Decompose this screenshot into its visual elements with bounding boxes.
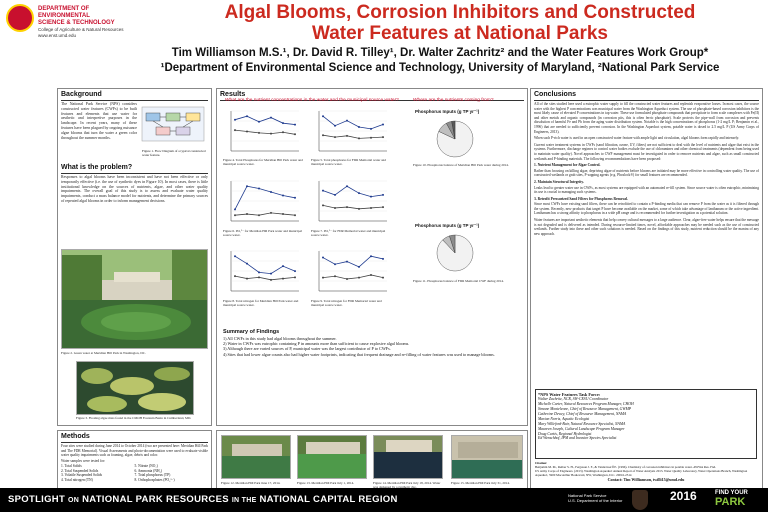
fig14-image: [374, 436, 443, 479]
data-point: [382, 258, 384, 260]
data-point: [358, 192, 360, 194]
summary-item: 1) All CWFs in this study had algal blooms throughout the summer.: [223, 336, 337, 341]
fig13-photo: [297, 435, 367, 479]
params-right: [135, 464, 209, 482]
data-point: [358, 277, 360, 279]
fig14-caption: Figure 14. Meridian Hill Park July 18, 2014. Water: [373, 481, 441, 485]
summary-block: [223, 329, 523, 357]
data-point: [294, 124, 296, 126]
data-point: [234, 208, 236, 210]
data-point: [234, 214, 236, 216]
contact-line: Contact: Tim Williamson, twilli15@umd.edu: [607, 477, 685, 482]
fig14-photo: [373, 435, 443, 479]
rec3-heading: 3. Retrofit Pressurized Sand Filters for Phosphorus Removal.: [534, 196, 628, 201]
data-point: [322, 190, 324, 192]
umd-line-1: DEPARTMENT OF: [38, 6, 90, 12]
data-point: [246, 263, 248, 265]
results-column: [216, 88, 528, 426]
chart-bg: [311, 107, 391, 157]
data-point: [258, 132, 260, 134]
data-point: [334, 207, 336, 209]
fig1-caption: Figure 1. Flow Diagram of a typical constructed water feature.: [142, 149, 206, 157]
data-point: [382, 194, 384, 196]
fig8-chart: [223, 247, 303, 297]
data-point: [322, 204, 324, 206]
algae-mats-image: [77, 362, 194, 415]
find-your-text: FIND YOUR: [715, 490, 748, 496]
nps-line-1: National Park Service: [568, 493, 607, 498]
park-text: PARK: [715, 496, 746, 508]
data-point: [282, 213, 284, 215]
data-point: [258, 121, 260, 123]
data-point: [370, 196, 372, 198]
fig3-photo: [76, 361, 194, 415]
umd-seal-icon: [6, 4, 34, 32]
background-text: The National Park Service (NPS) considers constructed water features (CWFs) to be built features and elements that use water for aesthetic and interpretive purposes in the landscape. In recent years, many of these features have been plagued by ongoing nuisance algae blooms that turn the water a green color throughout the summer months.: [61, 102, 137, 140]
nps-name: [568, 493, 622, 503]
umd-department-text: [38, 6, 124, 39]
umd-subline: College of Agriculture & Natural Resources: [38, 27, 124, 32]
umd-url: www.enst.umd.edu: [38, 33, 77, 38]
fig4-caption: Figure 4. Total Phosphorus for Meridian Hill Park water and municipal source water.: [223, 158, 303, 167]
citation-line: Benjamin M. M., Reiber S. H., Ferguson J. F., & Vanderwerff E. (1996). Chemistry of corrosion inhibitors in potable water. AWWA Res. Fnd.: [535, 465, 716, 469]
data-point: [294, 214, 296, 216]
data-point: [258, 271, 260, 273]
fig9-svg: [311, 247, 391, 297]
workgroup-heading: *NPS Water Features Task Force:: [538, 392, 601, 397]
data-point: [334, 194, 336, 196]
data-point: [370, 255, 372, 257]
fig11-caption: Figure 11. Phosphorus balance of FDR Memorial CWF during 2014.: [413, 279, 504, 283]
data-point: [246, 278, 248, 280]
data-point: [234, 129, 236, 131]
conclusions-heading: Conclusions: [534, 91, 577, 98]
methods-heading: Methods: [61, 433, 90, 440]
data-point: [358, 126, 360, 128]
rec2-heading: 2. Maintain Structural Integrity.: [534, 179, 584, 184]
umd-logo: [6, 4, 146, 38]
pie1-title: Phosphorus Inputs (g TP yr⁻¹): [415, 109, 480, 114]
data-point: [382, 277, 384, 279]
data-point: [270, 117, 272, 119]
results-question-1: What are the nutrient concentrations in the water and the municipal source water?: [225, 98, 399, 103]
conclusions-p2: When such P-rich water is used in an open constructed water feature with ample light and circulation, algal blooms form rapidly and intensely.: [534, 136, 740, 141]
fig6-svg: [223, 177, 303, 227]
fig8-svg: [223, 247, 303, 297]
params-left: [61, 464, 135, 482]
affiliations: ¹Department of Environmental Science and Technology, University of Maryland, ²National Park Service: [160, 62, 720, 74]
left-column: [57, 88, 212, 426]
fig4-svg: [223, 107, 303, 157]
fig10-svg: [417, 117, 493, 161]
data-point: [246, 115, 248, 117]
data-point: [382, 206, 384, 208]
data-point: [346, 120, 348, 122]
data-point: [258, 276, 260, 278]
data-point: [234, 255, 236, 257]
footer-title: [8, 494, 398, 505]
data-point: [358, 208, 360, 210]
conclusions-p4: Water features are important aesthetic elements that help convey cultural messages to a large audience. Clear, algae-free water helps ensure that the message is not degraded and is delivered as intended. During resource-limited times, novel, affordable approaches may be needed such as the use of constructed wetlands. Further study into these and other such solutions is needed. Based on the findings of this study, nutrient reduction should be the mantra of any new approach.: [534, 218, 759, 236]
param-item: 7. Total phosphorus (TP): [134, 473, 171, 478]
param-item: 3. Volatile Suspended Solids: [61, 473, 102, 478]
umd-line-3: SCIENCE & TECHNOLOGY: [38, 20, 115, 26]
data-point: [370, 274, 372, 276]
data-point: [346, 278, 348, 280]
data-point: [270, 212, 272, 214]
fig2-photo: [61, 249, 208, 349]
data-point: [246, 131, 248, 133]
footer-npr: NATIONAL PARK RESOURCES: [82, 494, 229, 505]
footer-banner: [0, 488, 768, 512]
fig6-chart: [223, 177, 303, 227]
param-item: 8. Orthophosphates (PO₄³⁻): [134, 477, 175, 482]
fig12-photo: [221, 435, 291, 479]
citation-block: [535, 461, 757, 482]
data-point: [258, 214, 260, 216]
fig13-caption: Figure 13. Meridian Hill Park July 1, 2014.: [297, 481, 355, 485]
workgroup-member: Maureen Joseph, Cultural Landscape Program Manager: [538, 426, 625, 431]
centennial-year: 2016: [670, 489, 697, 503]
data-point: [358, 137, 360, 139]
fig11-svg: [417, 231, 493, 275]
data-point: [294, 197, 296, 199]
poster-title: [160, 2, 760, 44]
fig10-caption: Figure 10. Phosphorus balance of Meridian Hill Park water during 2014.: [413, 163, 509, 167]
data-point: [282, 278, 284, 280]
workgroup-member: Ed Wenschhof, IPM and Invasive Species Specialist: [538, 436, 617, 441]
data-point: [246, 213, 248, 215]
workgroup-member: Doug Curtis, Regional Hydrologist: [538, 431, 592, 436]
param-item: 2. Total Suspended Solids: [61, 468, 99, 473]
fig7-chart: [311, 177, 391, 227]
fig3-caption: Figure 3. Floating algae mats found in the CMOH Fountain Basin in Cumberland, MD.: [76, 416, 192, 420]
citation-line: US Army Corps of Engineers. (2013). Washington Aqueduct Annual Report of Water Analysis 2013. Water Quality Laboratory, Water Operations Branch, Washington Aqueduct, 5900 MacArthur Boulevard, NW, Washington, D.C. 20016-2514: [535, 469, 748, 477]
methods-text: Four sites were studied during June 2014 to October 2014 (two are presented here: Meridian Hill Park and The FDR Memorial). Visual Assessments and photo-documentation were used to evaluate visible water quality impairments such as foaming, algae, debris and color.: [61, 444, 208, 458]
fig7-caption: Figure 7. PO₄³⁻ for FDR Memorial water and municipal source water.: [311, 229, 386, 238]
fig15-image: [452, 436, 523, 479]
data-point: [234, 275, 236, 277]
data-point: [370, 207, 372, 209]
fig7-svg: [311, 177, 391, 227]
workgroup-box: [535, 389, 757, 459]
methods-params-intro: Water samples were tested for:: [61, 458, 106, 463]
rec1-heading: 1. Nutrient Management for Algae Control.: [534, 163, 601, 168]
data-point: [334, 125, 336, 127]
find-your-park-logo: [715, 490, 748, 508]
fig11-chart: [417, 231, 493, 275]
data-point: [370, 128, 372, 130]
summary-item: 4) Sites that had lower algae counts also had higher water footprints, indicating that frequent drainage and re-filling of water features was used to manage blooms.: [223, 351, 495, 357]
data-point: [270, 273, 272, 275]
data-point: [370, 137, 372, 139]
data-point: [322, 134, 324, 136]
fig5-caption: Figure 5. Total phosphorus for FDR Memorial water and municipal source water.: [311, 158, 386, 167]
data-point: [258, 188, 260, 190]
nps-arrowhead-icon: [632, 490, 648, 510]
conclusions-p1: All of the sites studied here used a eutrophic water supply to fill the constructed water features and replenish evaporative losses. In most cases, the source water with the highest P concentrations was municipal water from the Washington Aqueduct system. The use of phosphate-based corrosion inhibitors is the most likely cause of elevated P concentrations in tap water. These use formulated phosphate compounds that precipitate to form scale complexes with Fe(II) and other metals and organic compounds (in corrosion pits, this is often ferric phosphate). Scale protects the pipe-wall from corrosion and prevents dissolution of harmful Fe and Pb from the aging water distribution system. Notable is the high concentrations of phosphorus (1-2 mg/L P; Benjamin et al., 1996) that are needed to sufficiently prevent corrosion. In the Washington Aqueduct system, potable water is dosed to 2.5 mg/L P (US Army Corps of Engineers, 2013).: [534, 102, 759, 134]
param-item: 1. Total Solids: [61, 464, 82, 469]
data-point: [322, 277, 324, 279]
data-point: [334, 275, 336, 277]
nps-line-2: U.S. Department of the Interior: [568, 498, 623, 503]
data-point: [234, 119, 236, 121]
data-point: [346, 135, 348, 137]
data-point: [270, 191, 272, 193]
citation-heading: Citation:: [535, 461, 548, 465]
workgroup-member: Simone Monteleone, Chief of Resource Management, GWMP: [538, 407, 632, 412]
summary-heading: Summary of Findings: [223, 329, 280, 335]
results-question-2: Where are the nutrients coming from?: [413, 98, 494, 103]
data-point: [346, 261, 348, 263]
fig9-chart: [311, 247, 391, 297]
data-point: [322, 257, 324, 259]
param-item: 4. Total nitrogen (TN): [61, 477, 93, 482]
chart-bg: [223, 107, 303, 157]
rec3-text: Since most CWFs have existing sand filters, these can be retrofitted to contain a P-binding media that can remove P from the water as it is filtered through the system. Recently, new products that target P have become available on the market, some of which take advantage of lanthanum or the active ingredient. Lanthanum has a strong affinity to phosphorus in a wide pH range and is recommended for further investigation as a potential solution.: [534, 202, 759, 216]
data-point: [282, 131, 284, 133]
fig12-caption: Figure 12. Meridian Hill Park June 17, 2014.: [221, 481, 281, 485]
fountain-scene-image: [62, 250, 208, 349]
data-point: [358, 266, 360, 268]
data-point: [346, 206, 348, 208]
fig9-caption: Figure 9. Total nitrogen for FDR Memorial water and municipal source water.: [311, 299, 382, 308]
chart-bg: [311, 177, 391, 227]
workgroup-list: [538, 397, 754, 441]
workgroup-member: Michelle Carter, Natural Resources Program Manager, CHOH: [538, 402, 634, 407]
data-point: [270, 279, 272, 281]
fig2-caption: Figure 2. Green water at Meridian Hill Park in Washington, DC.: [61, 351, 146, 355]
chart-bg: [223, 177, 303, 227]
chart-bg: [311, 247, 391, 297]
data-point: [294, 276, 296, 278]
data-point: [282, 122, 284, 124]
param-item: 6. Ammonia (NH₄): [134, 468, 163, 473]
workgroup-member: Walter Zachritz, NCR, SW-CESU Coordinator: [538, 397, 609, 402]
param-item: 5. Nitrate (NO₃): [134, 464, 158, 469]
data-point: [334, 263, 336, 265]
poster-header: [0, 0, 768, 88]
pie2-title: Phosphorus Inputs (g TP yr⁻¹): [415, 223, 480, 228]
conclusions-p3: Current water treatment systems in CWFs (sand filtration, ozone, UV, filters) are not sufficient to deal with the level of nutrients and algae that exist in the systems. Furthermore, discharge regimes to control water bodies exclude the use of chloramines and other chemical treatments (dependent from being used to maintain water quality). Novel approaches to CWF management must be investigated in order to remove nutrients and algae, such as small constructed wetlands and P-binding materials. The following recommendations have been proposed:: [534, 142, 759, 161]
workgroup-member: Mary Willeford-Bair, Natural Resource Specialist, NAMA: [538, 421, 626, 426]
fig4-chart: [223, 107, 303, 157]
data-point: [246, 185, 248, 187]
rec1-text: Rather than focusing on killing algae, depriving algae of nutrients before blooms are initiated may be more effective in controlling water quality. The use of constructed wetlands or grab sites, P-sapping agents (e.g. Phoslock®) for small features are recommended.: [534, 168, 759, 178]
title-line-1: Algal Blooms, Corrosion Inhibitors and Constructed: [224, 2, 696, 23]
fig5-svg: [311, 107, 391, 157]
summary-item: 3) Although there are varied sources of P, municipal water was the largest contributor of P to CWFs.: [223, 346, 391, 352]
chart-bg: [223, 247, 303, 297]
umd-line-2: ENVIRONMENTAL: [38, 13, 90, 19]
footer-on: ON: [68, 497, 80, 504]
background-heading: Background: [61, 91, 102, 98]
fig12-image: [222, 436, 291, 479]
data-point: [282, 194, 284, 196]
problem-text: Responses to algal blooms have been inconsistent and have not been effective or only temporarily effective (i.e. the use of synthetic dyes in Figure 10). In most cases, there is little institutional knowledge on the sources of nutrients, algae, and other water quality impairments. The overall goal of this study is to assess and evaluate water quality impairments, conduct a mass balance model for nutrients, and determine the primary sources of repeated algal blooms in order to inform management decisions.: [61, 175, 208, 203]
data-point: [334, 136, 336, 138]
fig5-chart: [311, 107, 391, 157]
data-point: [346, 185, 348, 187]
title-line-2: Water Features at National Parks: [311, 23, 608, 44]
fig8-caption: Figure 8. Total nitrogen for Meridian Hill Park water and municipal source water.: [223, 299, 299, 308]
fig6-caption: Figure 6. PO₄³⁻ for Meridian Hill Park water and municipal source water.: [223, 229, 302, 238]
authors-block: [120, 46, 760, 76]
summary-item: 2) Water in CWFs was eutrophic containing P in amounts more than sufficient to cause explosive algal blooms.: [223, 341, 410, 347]
data-point: [382, 123, 384, 125]
fig15-photo: [451, 435, 523, 479]
footer-spotlight: SPOTLIGHT: [8, 494, 66, 505]
footer-in-the: IN THE: [231, 497, 257, 504]
data-point: [270, 133, 272, 135]
authors: Tim Williamson M.S.¹, Dr. David R. Tilley¹, Dr. Walter Zachritz² and the Water Features Work Group*: [171, 47, 709, 59]
results-heading: Results: [220, 91, 246, 98]
flow-diagram: [140, 105, 206, 143]
fig1-block: [140, 101, 210, 158]
data-point: [294, 270, 296, 272]
rec2-text: Leaks lead to greater water use in CWFs, as most systems are equipped with an automated re-fill system. Since source water is often eutrophic, minimizing its use is crucial to managing such systems.: [534, 185, 759, 195]
fig13-image: [298, 436, 367, 479]
methods-params: [58, 464, 211, 482]
workgroup-member: Marian Norris, Aquatic Ecologist: [538, 416, 590, 421]
data-point: [282, 265, 284, 267]
footer-ncr: NATIONAL CAPITAL REGION: [259, 494, 398, 505]
fig15-caption: Figure 15. Meridian Hill Park July 31, 2014.: [451, 481, 510, 485]
workgroup-member: Catherine Dewey, Chief of Resource Management, NAMA: [538, 411, 627, 416]
data-point: [322, 115, 324, 117]
data-point: [294, 133, 296, 135]
problem-heading: What is the problem?: [61, 164, 133, 171]
fig10-chart: [417, 117, 493, 161]
data-point: [382, 136, 384, 138]
